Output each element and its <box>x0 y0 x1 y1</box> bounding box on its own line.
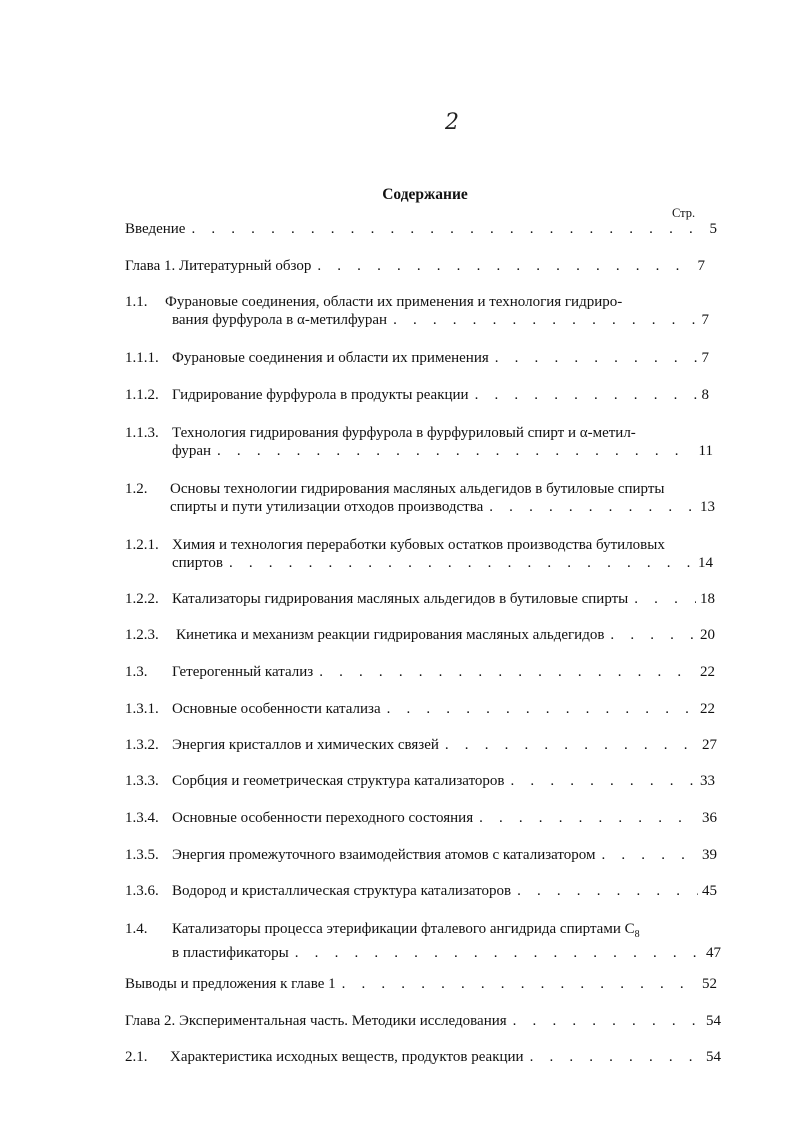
entry-page: 27 <box>702 737 717 753</box>
leader-dots <box>495 349 698 367</box>
toc-entry <box>125 480 717 516</box>
entry-title: Катализаторы гидрирования масляных альдегидов в бутиловые спирты <box>172 591 629 607</box>
entry-page: 20 <box>700 627 715 643</box>
entry-title: Основные особенности катализа <box>172 701 381 717</box>
entry-number: 1.3.6. <box>125 883 159 899</box>
entry-title: Основы технологии гидрирования масляных альдегидов в бутиловые спирты <box>170 481 665 497</box>
toc-entry <box>125 663 717 681</box>
entry-title: Энергия кристаллов и химических связей <box>172 737 439 753</box>
entry-number: 1.3.5. <box>125 847 159 863</box>
toc-entry <box>125 772 717 790</box>
leader-dots <box>511 772 696 790</box>
entry-page: 22 <box>700 664 715 680</box>
toc-title: Содержание <box>382 186 468 203</box>
entry-title: Сорбция и геометрическая структура катализаторов <box>172 773 505 789</box>
entry-title: Гетерогенный катализ <box>172 664 314 680</box>
toc-entry <box>125 1012 721 1030</box>
leader-dots <box>319 663 696 681</box>
leader-dots <box>513 1012 702 1030</box>
entry-number: 1.2.2. <box>125 591 159 607</box>
entry-number: 1.3.3. <box>125 773 159 789</box>
toc-entry <box>125 590 717 608</box>
entry-title: Введение <box>125 221 186 237</box>
toc-entry <box>125 1048 721 1066</box>
toc-entry <box>125 809 717 827</box>
leader-dots <box>445 736 698 754</box>
entry-page: 54 <box>706 1049 721 1065</box>
entry-number: 1.3.4. <box>125 810 159 826</box>
page-number: 2 <box>445 110 459 135</box>
entry-number: 1.2.1. <box>125 537 159 553</box>
entry-title: Фурановые соединения и области их применения <box>172 350 489 366</box>
leader-dots <box>479 809 698 827</box>
entry-title-text: Катализаторы процесса этерификации фталевого ангидрида спиртами C <box>172 921 635 937</box>
entry-title-continued: фуран <box>172 443 212 459</box>
entry-page: 8 <box>701 387 709 403</box>
toc-entry <box>125 882 717 900</box>
entry-number: 1.1.1. <box>125 350 159 366</box>
leader-dots <box>610 626 696 644</box>
leader-dots <box>530 1048 702 1066</box>
leader-dots <box>489 498 696 516</box>
entry-page: 39 <box>702 847 717 863</box>
leader-dots <box>393 311 697 329</box>
entry-title <box>172 920 640 944</box>
page-column-label: Стр. <box>672 206 696 220</box>
entry-number: 1.1. <box>125 294 148 310</box>
entry-number: 1.2. <box>125 481 148 497</box>
entry-page: 22 <box>700 701 715 717</box>
entry-page: 45 <box>702 883 717 899</box>
toc-entry <box>125 975 717 993</box>
entry-title: Химия и технология переработки кубовых остатков производства бутиловых <box>172 537 665 553</box>
leader-dots <box>191 220 705 238</box>
toc-entry <box>125 700 717 718</box>
leader-dots <box>317 257 693 275</box>
entry-title: Фурановые соединения, области их применения и технология гидриро- <box>165 294 623 310</box>
entry-number: 1.3.2. <box>125 737 159 753</box>
toc-entry <box>125 293 717 329</box>
leader-dots <box>602 846 699 864</box>
entry-title: Характеристика исходных веществ, продуктов реакции <box>170 1049 524 1065</box>
toc-entry <box>125 349 717 367</box>
toc-entry <box>125 424 717 460</box>
entry-page: 14 <box>698 555 713 571</box>
toc-entry <box>125 257 717 275</box>
leader-dots <box>229 554 694 572</box>
entry-title: Глава 2. Экспериментальная часть. Методики исследования <box>125 1013 507 1029</box>
entry-title: Технология гидрирования фурфурола в фурфуриловый спирт и α-метил- <box>172 425 636 441</box>
leader-dots <box>634 590 696 608</box>
entry-title-continued: спиртов <box>172 555 223 571</box>
entry-number: 1.1.3. <box>125 425 159 441</box>
entry-page: 7 <box>701 312 709 328</box>
entry-title-subscript: 8 <box>634 929 640 940</box>
entry-page: 7 <box>697 258 705 274</box>
entry-title: Основные особенности переходного состояния <box>172 810 474 826</box>
entry-page: 13 <box>700 499 715 515</box>
entry-page: 47 <box>706 945 721 961</box>
leader-dots <box>217 442 695 460</box>
entry-number: 1.4. <box>125 921 148 937</box>
entry-number: 1.3. <box>125 664 148 680</box>
leader-dots <box>295 944 702 962</box>
entry-page: 18 <box>700 591 715 607</box>
leader-dots <box>517 882 698 900</box>
entry-title: Глава 1. Литературный обзор <box>125 258 312 274</box>
entry-title: Кинетика и механизм реакции гидрирования масляных альдегидов <box>176 627 605 643</box>
entry-number: 2.1. <box>125 1049 148 1065</box>
leader-dots <box>475 386 698 404</box>
entry-page: 52 <box>702 976 717 992</box>
entry-title-continued: в пластификаторы <box>172 945 289 961</box>
leader-dots <box>387 700 696 718</box>
entry-page: 5 <box>709 221 717 237</box>
toc-entry <box>125 536 717 572</box>
entry-title-continued: спирты и пути утилизации отходов производства <box>170 499 484 515</box>
entry-page: 7 <box>701 350 709 366</box>
entry-number: 1.3.1. <box>125 701 159 717</box>
entry-number: 1.1.2. <box>125 387 159 403</box>
leader-dots <box>342 975 698 993</box>
toc-entry <box>125 920 721 962</box>
toc-entry <box>125 386 717 404</box>
entry-title: Выводы и предложения к главе 1 <box>125 976 336 992</box>
entry-page: 33 <box>700 773 715 789</box>
toc-entry <box>125 736 717 754</box>
entry-number: 1.2.3. <box>125 627 159 643</box>
entry-page: 36 <box>702 810 717 826</box>
entry-title-continued: вания фурфурола в α-метилфуран <box>172 312 388 328</box>
entry-title: Водород и кристаллическая структура катализаторов <box>172 883 512 899</box>
entry-page: 54 <box>706 1013 721 1029</box>
entry-page: 11 <box>698 443 713 459</box>
toc-entry <box>125 626 717 644</box>
toc-entry <box>125 220 717 238</box>
entry-title: Энергия промежуточного взаимодействия атомов с катализатором <box>172 847 596 863</box>
toc-entry <box>125 846 717 864</box>
entry-title: Гидрирование фурфурола в продукты реакции <box>172 387 469 403</box>
